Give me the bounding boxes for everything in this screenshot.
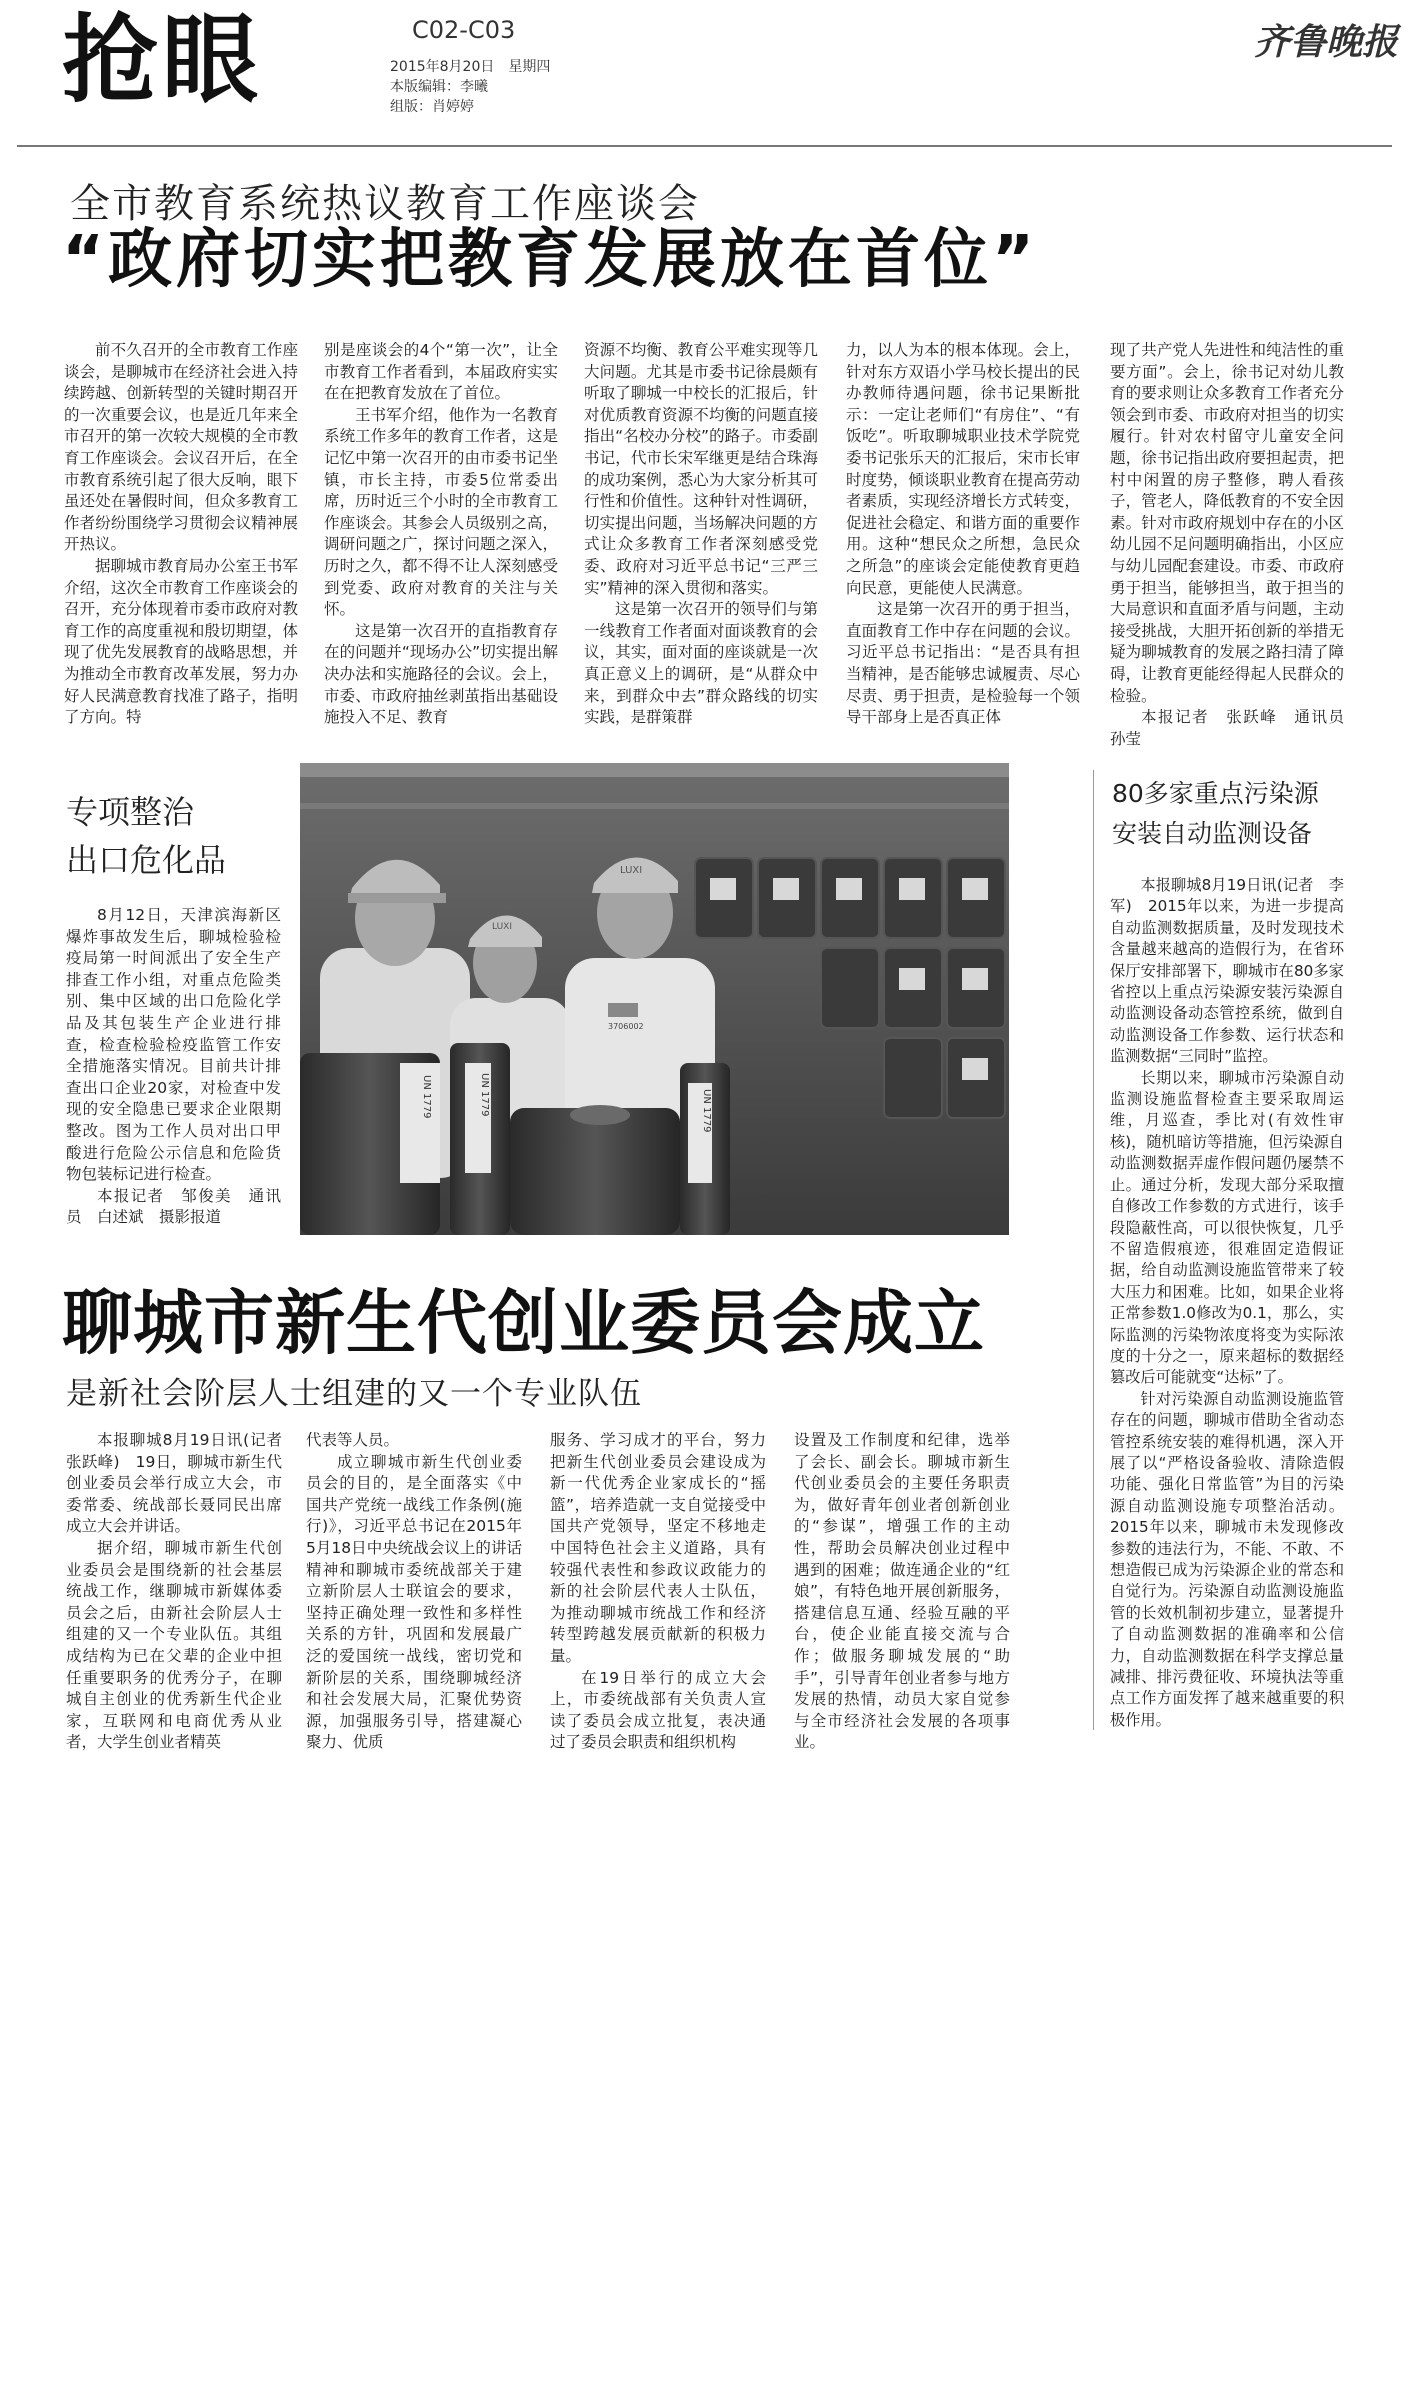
paragraph: 这是第一次召开的领导们与第一线教育工作者面对面谈教育的会议，其实，面对面的座谈就是一次真正意义上的调研，是“从群众中来，到群众中去”群众路线的切实实践，是群策群 xyxy=(584,600,818,727)
lead-column-2 xyxy=(324,340,558,729)
right-story-headline-1: 80多家重点污染源 xyxy=(1112,779,1319,808)
second-column-3 xyxy=(550,1430,766,1754)
paragraph: 本报聊城8月19日讯(记者 张跃峰) 19日，聊城市新生代创业委员会举行成立大会，市委常委、统战部长聂同民出席成立大会并讲话。 xyxy=(66,1431,298,1536)
second-column-4 xyxy=(794,1430,1010,1754)
left-story-headline-2: 出口危化品 xyxy=(66,841,227,879)
uniform-badge: 3706002 xyxy=(608,1022,644,1031)
paragraph: 这是第一次召开的直指教育存在的问题并“现场办公”切实提出解决办法和实施路径的会议。会上，市委、市政府抽丝剥茧指出基础设施投入不足、教育 xyxy=(324,621,558,727)
inspection-photo-illustration xyxy=(300,763,1009,1235)
paragraph: 设置及工作制度和纪律，选举了会长、副会长。聊城市新生代创业委员会的主要任务职责为，做好青年创业者创新创业的“参谋”，增强工作的主动性，帮助会员解决创业过程中遇到的困难；做连通企业的“红娘”，有特色地开展创新服务，搭建信息互通、经验互融的平台，使企业能直接交流与合作；做服务聊城发展的“助手”，引导青年创业者参与地方发展的热情，动员大家自觉参与全市经济社会发展的各项事业。 xyxy=(794,1431,1010,1752)
paragraph: 现了共产党人先进性和纯洁性的重要方面”。会上，徐书记对幼儿教育的要求则让众多教育工作者充分领会到市委、市政府对担当的切实履行。针对农村留守儿童安全问题，徐书记指出政府要担起责，把村中闲置的房子整修，聘人看孩子，管老人，降低教育的不安全因素。针对市政府规划中存在的小区幼儿园不足问题明确指出，小区应与幼儿园配套建设。市委、市政府勇于担当，能够担当，敢于担当的大局意识和直面矛盾与问题，主动接受挑战，大胆开拓创新的举措无疑为聊城教育的发展之路扫清了障碍，让教育更能经得起人民群众的检验。 xyxy=(1110,341,1344,705)
right-story-body xyxy=(1110,875,1344,1731)
paragraph: 针对污染源自动监测设施监管存在的问题，聊城市借助全省动态管控系统安装的难得机遇，深入开展了以“严格设备验收、清除造假功能、强化日常监管”为目的污染源自动监测设施专项整治活动。2015年以来，聊城市未发现修改参数的违法行为，不能、不敢、不想造假已成为污染源企业的常态和自觉行为。污染源自动监测设施监管的长效机制初步建立，显著提升了自动监测数据的准确率和公信力，自动监测数据在科学支撑总量减排、排污费征收、环境执法等重点工作方面发挥了越来越重要的积极作用。 xyxy=(1110,1389,1344,1729)
paragraph: 长期以来，聊城市污染源自动监测设施监督检查主要采取周运维，月巡查，季比对(有效性审核)，随机暗访等措施，但污染源自动监测数据弄虚作假问题仍屡禁不止。通过分析，发现大部分采取擅自修改工作参数的方式进行，该手段隐蔽性高，可以很快恢复，几乎不留造假痕迹，很难固定造假证据，给自动监测设施监管带来了较大压力和困难。比如，如果企业将正常参数1.0修改为0.1，那么，实际监测的污染物浓度将变为实际浓度的十分之一，原来超标的数据经篡改后可能就变“达标”了。 xyxy=(1110,1068,1344,1387)
section-title: 抢眼 xyxy=(62,4,262,116)
left-story-headline-1: 专项整治 xyxy=(66,793,195,831)
paragraph: 资源不均衡、教育公平难实现等几大问题。尤其是市委书记徐晨颇有听取了聊城一中校长的汇报后，针对优质教育资源不均衡的问题直接指出“名校办分校”的路子。市委副书记，代市长宋军继更是结合珠海的成功案例，悉心为大家分析其可行性和价值性。这种针对性调研，切实提出问题，当场解决问题的方式让众多教育工作者深刻感受党委、政府对习近平总书记“三严三实”精神的深入贯彻和落实。 xyxy=(584,341,818,597)
layout-line: 组版：肖婷婷 xyxy=(390,99,474,115)
second-subhead: 是新社会阶层人士组建的又一个专业队伍 xyxy=(66,1376,642,1412)
editor-line: 本版编辑：李曦 xyxy=(390,79,488,95)
paragraph: 这是第一次召开的勇于担当，直面教育工作中存在问题的会议。习近平总书记指出：“是否具有担当精神，是否能够忠诚履责、尽心尽责、勇于担责，是检验每一个领导干部身上是否真正体 xyxy=(846,600,1080,727)
date-line: 2015年8月20日 星期四 xyxy=(390,59,551,75)
paragraph: 力，以人为本的根本体现。会上，针对东方双语小学马校长提出的民办教师待遇问题，徐书记果断批示：一定让老师们“有房住”、“有饭吃”。听取聊城职业技术学院党委书记张乐天的汇报后，宋市长审时度势，倾谈职业教育在提高劳动者素质，实现经济增长方式转变，促进社会稳定、和谐方面的重要作用。这种“想民众之所想，急民众之所急”的座谈会定能使教育更趋向民意，更能使人民满意。 xyxy=(846,341,1080,597)
lead-column-3 xyxy=(584,340,818,729)
inspection-photo xyxy=(300,763,1009,1235)
lead-kicker: 全市教育系统热议教育工作座谈会 xyxy=(70,181,700,227)
barrel-label: UN 1779 xyxy=(701,1089,712,1133)
newspaper-logo: 齐鲁晚报 xyxy=(1254,21,1399,63)
byline: 本报记者 张跃峰 通讯员 孙莹 xyxy=(1110,708,1360,748)
column-divider xyxy=(1093,770,1094,1730)
paragraph: 本报聊城8月19日讯(记者 李军) 2015年以来，为进一步提高自动监测数据质量，及时发现技术含量越来越高的造假行为，在省环保厅安排部署下，聊城市在80多家省控以上重点污染源安装污染源自动监测设备动态管控系统，做到自动监测设备工作参数、运行状态和监测数据“三同时”监控。 xyxy=(1110,876,1344,1066)
paragraph: 别是座谈会的4个“第一次”，让全市教育工作者看到，本届政府实实在在把教育发放在了首位。 xyxy=(324,341,558,403)
second-headline: 聊城市新生代创业委员会成立 xyxy=(62,1282,985,1364)
paragraph: 前不久召开的全市教育工作座谈会，是聊城市在经济社会进入持续跨越、创新转型的关键时期召开的一次重要会议，也是近几年来全市召开的第一次较大规模的全市教育工作座谈会。会议召开后，在全市教育系统引起了很大反响，眼下虽还处在暑假时间，但众多教育工作者纷纷围绕学习贯彻会议精神展开热议。 xyxy=(64,341,298,554)
lead-headline: “政府切实把教育发展放在首位” xyxy=(62,223,1039,297)
lead-column-5 xyxy=(1110,340,1360,750)
paragraph: 据聊城市教育局办公室王书军介绍，这次全市教育工作座谈会的召开，充分体现着市委市政府对教育工作的高度重视和殷切期望，体现了优先发展教育的战略思想，并为推动全市教育改革发展，努力办好人民满意教育找准了路子，指明了方向。特 xyxy=(64,556,298,727)
paragraph: 成立聊城市新生代创业委员会的目的，是全面落实《中国共产党统一战线工作条例(施行)》，习近平总书记在2015年5月18日中央统战会议上的讲话精神和聊城市委统战部关于建立新阶层人士联谊会的要求，坚持正确处理一致性和多样性关系的方针，巩固和发展最广泛的爱国统一战线，密切党和新阶层的关系，围绕聊城经济和社会发展大局，汇聚优势资源，加强服务引导，搭建凝心聚力、优质 xyxy=(306,1452,522,1752)
paragraph: 服务、学习成才的平台，努力把新生代创业委员会建设成为新一代优秀企业家成长的“摇篮”，培养造就一支自觉接受中国共产党领导，坚定不移地走中国特色社会主义道路，具有较强代表性和参政议政能力的新的社会阶层代表人士队伍，为推动聊城市统战工作和经济转型跨越发展贡献新的积极力量。 xyxy=(550,1431,766,1665)
paragraph: 8月12日，天津滨海新区爆炸事故发生后，聊城检验检疫局第一时间派出了安全生产排查工作小组，对重点危险类别、集中区域的出口危险化学品及其包装生产企业进行排查，检查检验检疫监管工作安全措施落实情况。目前共计排查出口企业20家，对检查中发现的安全隐患已要求企业限期整改。图为工作人员对出口甲酸进行危险公示信息和危险货物包装标记进行检查。 xyxy=(66,906,281,1184)
lead-column-4 xyxy=(846,340,1080,729)
second-column-1 xyxy=(66,1430,298,1754)
paragraph: 据介绍，聊城市新生代创业委员会是围绕新的社会基层统战工作，继聊城市新媒体委员会之后，由新社会阶层人士组建的又一个专业队伍。其组成结构为已在父辈的企业中担任重要职务的优秀分子，在聊城自主创业的优秀新生代企业家，互联网和电商优秀从业者，大学生创业者精英 xyxy=(66,1538,282,1752)
header-rule xyxy=(17,145,1392,147)
barrel-label: UN 1779 xyxy=(421,1075,432,1119)
paragraph: 代表等人员。 xyxy=(306,1431,400,1449)
paragraph: 在19日举行的成立大会上，市委统战部有关负责人宣读了委员会成立批复，表决通过了委员会职责和组织机构 xyxy=(550,1668,766,1752)
left-story-body xyxy=(66,905,281,1229)
helmet-label: LUXI xyxy=(492,922,512,932)
second-column-2 xyxy=(306,1430,522,1754)
right-story-headline-2: 安装自动监测设备 xyxy=(1112,819,1313,848)
paragraph: 王书军介绍，他作为一名教育系统工作多年的教育工作者，这是记忆中第一次召开的由市委书记坐镇，市长主持，市委5位常委出席，历时近三个小时的全市教育工作座谈会。其参会人员级别之高，调研问题之广，探讨问题之深入，历时之久，都不得不让人深刻感受到党委、政府对教育的关注与关怀。 xyxy=(324,405,558,619)
lead-column-1 xyxy=(64,340,298,729)
byline: 本报记者 邹俊美 通讯员 白述斌 摄影报道 xyxy=(66,1186,281,1227)
helmet-label: LUXI xyxy=(620,865,643,876)
barrel-label: UN 1779 xyxy=(479,1073,490,1117)
page-code: C02-C03 xyxy=(412,16,516,44)
